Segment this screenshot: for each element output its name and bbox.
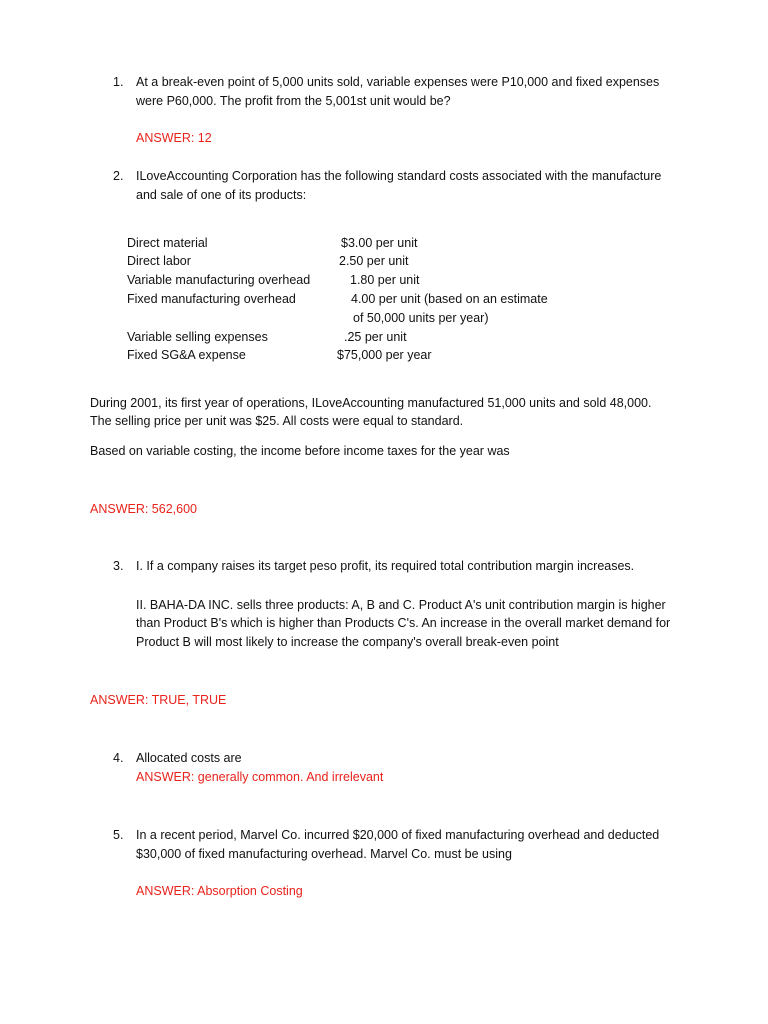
question-4-line-1: Allocated costs are [136, 751, 242, 765]
question-2-answer: ANSWER: 562,600 [90, 502, 197, 516]
question-3-number: 3. [113, 559, 124, 573]
question-5-number: 5. [113, 828, 124, 842]
cost-value: .25 per unit [344, 330, 407, 344]
question-5-answer: ANSWER: Absorption Costing [136, 884, 303, 898]
cost-label: Variable manufacturing overhead [127, 273, 311, 287]
question-3-statement-2-line-1: II. BAHA-DA INC. sells three products: A, B and C. Product A's unit contribution margin is higher [136, 598, 666, 612]
question-5-line-2: $30,000 of fixed manufacturing overhead. Marvel Co. must be using [136, 847, 512, 861]
question-4-number: 4. [113, 751, 124, 765]
question-3-statement-2-line-2: than Product B's which is higher than Products C's. An increase in the overall market demand for [136, 616, 671, 630]
question-2-paragraph-line-1: During 2001, its first year of operations, ILoveAccounting manufactured 51,000 units and sold 48,000. [90, 396, 652, 410]
cost-value: 4.00 per unit (based on an estimate [351, 292, 548, 306]
question-2-prompt: Based on variable costing, the income before income taxes for the year was [90, 444, 510, 458]
cost-label: Variable selling expenses [127, 330, 268, 344]
question-1-line-2: were P60,000. The profit from the 5,001st unit would be? [136, 94, 451, 108]
question-3-statement-2-line-3: Product B will most likely to increase the company's overall break-even point [136, 635, 559, 649]
question-2-paragraph-line-2: The selling price per unit was $25. All costs were equal to standard. [90, 414, 464, 428]
cost-value: 2.50 per unit [339, 254, 409, 268]
question-1-number: 1. [113, 75, 124, 89]
question-4-answer: ANSWER: generally common. And irrelevant [136, 770, 384, 784]
cost-label: Direct labor [127, 254, 191, 268]
cost-value: $75,000 per year [337, 348, 432, 362]
cost-value: of 50,000 units per year) [353, 311, 489, 325]
question-1-answer: ANSWER: 12 [136, 131, 212, 145]
question-2-number: 2. [113, 169, 124, 183]
cost-label: Fixed SG&A expense [127, 348, 246, 362]
cost-value: 1.80 per unit [350, 273, 420, 287]
cost-label: Fixed manufacturing overhead [127, 292, 296, 306]
question-2-line-1: ILoveAccounting Corporation has the following standard costs associated with the manufacture [136, 169, 662, 183]
cost-label: Direct material [127, 236, 208, 250]
question-1-line-1: At a break-even point of 5,000 units sold, variable expenses were P10,000 and fixed expenses [136, 75, 660, 89]
question-3-answer: ANSWER: TRUE, TRUE [90, 693, 227, 707]
question-3-statement-1: I. If a company raises its target peso profit, its required total contribution margin increases. [136, 559, 635, 573]
question-5-line-1: In a recent period, Marvel Co. incurred $20,000 of fixed manufacturing overhead and deducted [136, 828, 660, 842]
question-2-line-2: and sale of one of its products: [136, 188, 307, 202]
cost-value: $3.00 per unit [341, 236, 418, 250]
